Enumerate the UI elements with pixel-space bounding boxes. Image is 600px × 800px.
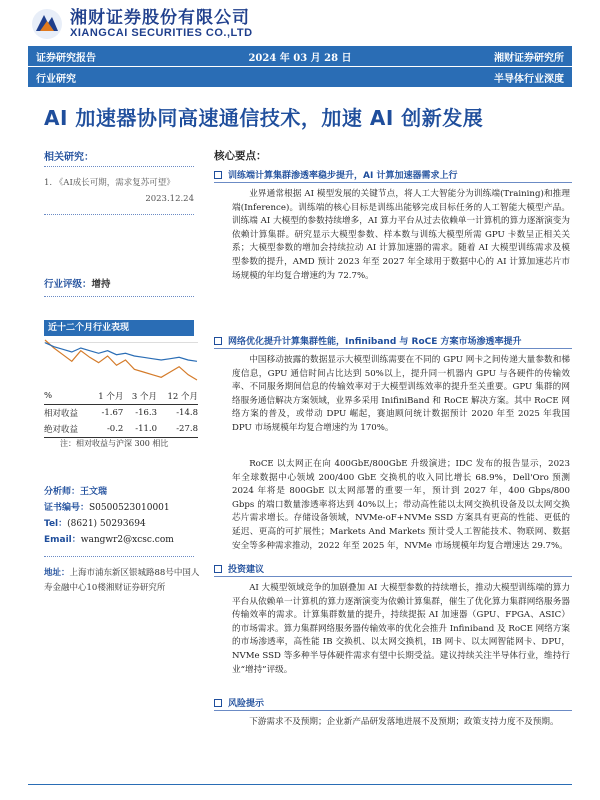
table-header: 3 个月 — [123, 388, 157, 405]
rating-value: 增持 — [91, 279, 111, 290]
checkbox-icon — [214, 171, 222, 179]
address-block — [44, 566, 204, 596]
table-cell: -11.0 — [123, 421, 157, 438]
related-research-date: 2023.12.24 — [145, 194, 194, 204]
divider — [214, 710, 572, 711]
logo-icon — [30, 7, 64, 41]
table-cell: -16.3 — [135, 408, 158, 418]
rating-label: 行业评级： — [44, 279, 92, 290]
table-header: 12 个月 — [157, 388, 198, 405]
analyst-name: 王文瑞 — [80, 487, 108, 497]
related-research-heading: 相关研究： — [44, 152, 94, 163]
cert-label: 证书编号： — [44, 503, 90, 513]
divider — [214, 348, 572, 349]
table-cell: -0.2 — [90, 421, 124, 438]
point-heading: 训练端计算集群渗透率稳步提升，AI 计算加速器需求上行 — [214, 168, 574, 181]
institute-name: 湘财证券研究所 — [494, 52, 564, 64]
table-header: 1 个月 — [90, 388, 124, 405]
series-line-0 — [45, 340, 197, 380]
related-research-link[interactable]: 1. 《AI成长可期，需求复苏可望》 — [44, 178, 175, 188]
table-cell: -1.67 — [101, 408, 124, 418]
paragraph: 业界通常根据 AI 模型发展的关键节点，将人工大智能分为训练端(Training)和推理端(Inference)。训练端的核心目标是训练出能够完成目标任务的人工智能大模型产品。训练端 AI 大模型的参数持续增多，AI 算力平台从过去依赖单一计算机的算力逐渐演变为依赖计算集群。研究显示大模型参数、样本数与训练大模型所需 GPU 卡数呈正相关关系；大模型参数的增加会持续拉动 AI 计算加速器的需求。随着 AI 大模型训练需求及模型参数的提升，AMD 预计 2023 年至 2027 年全球用于数据中心的 AI 计算加速芯片市场规模的年均复合增速约为 72.7%。 — [232, 189, 570, 281]
performance-table — [44, 388, 198, 438]
footer-divider — [28, 784, 572, 785]
report-title: AI 加速器协同高速通信技术，加速 AI 创新发展 — [44, 106, 484, 130]
tel-number: (8621) 50293694 — [67, 519, 146, 529]
address-text: 上海市浦东新区银城路88号中国人寿金融中心10楼湘财证券研究所 — [44, 568, 200, 593]
divider — [44, 166, 194, 167]
report-type: 证券研究报告 — [36, 52, 96, 64]
point-heading: 网络优化提升计算集群性能，Infiniband 与 RoCE 方案市场渗透率提升 — [214, 334, 574, 347]
analyst-label: 分析师： — [44, 487, 81, 497]
checkbox-icon — [214, 337, 222, 345]
point-heading: 风险提示 — [214, 696, 574, 709]
paragraph: 中国移动披露的数据显示大模型训练需要在不同的 GPU 网卡之间传递大量参数和梯度信息，GPU 通信时间占比达到 50%以上，提升同一机器内 GPU 与各硬件的传输效率、不同服务期间信息的传输效率对于大模型训练效率的提升至关重要。GPU 集群的网络服务通信解决方案领域，业界多采用 InifiniBand 和 RoCE 解决方案。其中 RoCE 网络方案的普及，或带动 DPU 崛起，赛迪顾问统计数据预计 2020 年至 2025 年我国 DPU 市场规模年均复合增速约为 170%。 — [232, 355, 570, 433]
row-label: 相对收益 — [44, 409, 79, 419]
core-points-heading: 核心要点： — [214, 150, 267, 162]
divider — [214, 576, 572, 577]
performance-heading: 近十二个月行业表现 — [44, 320, 194, 336]
checkbox-icon — [214, 699, 222, 707]
header-band-top — [28, 46, 572, 66]
industry-rating — [44, 276, 111, 290]
paragraph: RoCE 以太网正在向 400GbE/800GbE 升级演进；IDC 发布的报告显示，2023 年全球数据中心领域 200/400 GbE 交换机的收入同比增长 68.9%，Dell'Oro 预测 2024 年将是 800GbE 以太网部署的重要一年，预计到 2027 年，400 Gbps/800 Gbps 的端口数量渗透率将达到 40%以上；带动高性能以太网交换机设备及以太网交换芯片需求增长。存储设备领域，NVMe-oF+NVMe SSD 方案具有更高的性能、更低的延迟、更高的可扩展性；Markets And Markets 预计受人工智能技术、物联网、数据安全等多种需求推动，2022 年至 2025 年，NVMe 市场规模年均复合增速达 29.7%。 — [232, 459, 570, 551]
cert-number: S0500523010001 — [89, 503, 170, 513]
table-row — [44, 405, 198, 422]
divider — [44, 214, 194, 215]
header-band-bottom — [28, 67, 572, 87]
company-name-en: XIANGCAI SECURITIES CO.,LTD — [70, 26, 253, 39]
table-header: % — [44, 388, 90, 405]
email-label: Email： — [44, 535, 81, 545]
report-subtype: 半导体行业深度 — [494, 73, 564, 85]
company-logo — [30, 6, 253, 42]
email-address[interactable]: wangwr2@xcsc.com — [80, 535, 174, 545]
paragraph: AI 大模型领域竞争的加剧叠加 AI 大模型参数的持续增长，推动大模型训练端的算力平台从依赖单一计算机的算力逐渐演变为依赖计算集群，催生了优化算力集群网络服务器传输效率的需求。计算集群数量的提升，持续提振 AI 加速器（GPU、FPGA、ASIC）的市场需求。算力集群网络服务器传输效率的优化会推升 Infiniband 及 RoCE 网络方案的市场渗透率，高性能 IB 交换机、以太网交换机，IB 网卡、以太网智能网卡、DPU，NVMe SSD 等多种半导体硬件需求有望中长期受益。建议持续关注半导体行业，维持行业“增持”评级。 — [232, 583, 570, 675]
performance-chart — [44, 338, 198, 382]
company-name-cn: 湘财证券股份有限公司 — [70, 7, 250, 28]
point-heading: 投资建议 — [214, 562, 574, 575]
address-label: 地址： — [44, 568, 70, 578]
table-cell: -14.8 — [176, 408, 198, 418]
research-category: 行业研究 — [36, 73, 76, 85]
divider — [44, 556, 194, 557]
row-label: 绝对收益 — [44, 421, 90, 438]
table-row — [44, 421, 198, 438]
performance-note: 注：相对收益与沪深 300 相比 — [60, 439, 169, 448]
paragraph: 下游需求不及预期；企业新产品研发落地进展不及预期；政策支持力度不及预期。 — [249, 717, 559, 727]
divider — [44, 296, 194, 297]
report-date: 2024 年 03 月 28 日 — [248, 52, 352, 64]
tel-label: Tel： — [44, 519, 68, 529]
table-cell: -27.8 — [157, 421, 198, 438]
checkbox-icon — [214, 565, 222, 573]
analyst-info — [44, 484, 204, 548]
divider — [214, 182, 572, 183]
